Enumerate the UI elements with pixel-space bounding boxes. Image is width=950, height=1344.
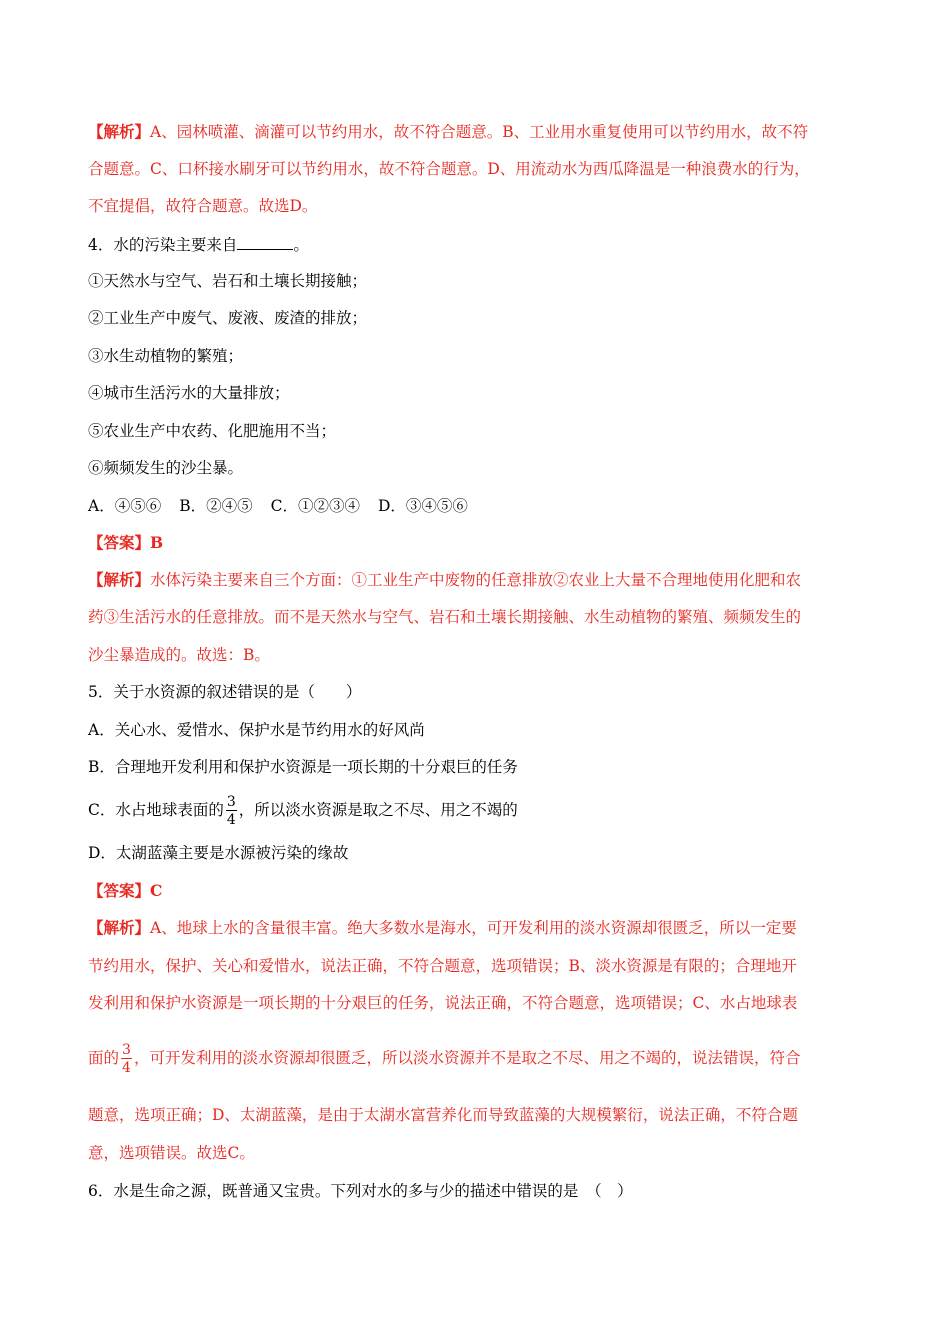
fraction-three-quarters: $\frac{3}{4}$ [226, 794, 236, 828]
q5-option-c: C．水占地球表面的 $\frac{3}{4}$ ，所以淡水资源是取之不尽、用之不竭的 [88, 794, 518, 828]
q3-analysis-line-2: 合题意。C、口杯接水刷牙可以节约用水，故不符合题意。D、用流动水为西瓜降温是一种浪费水的行为， [88, 160, 810, 178]
q3-analysis-line-1: 【解析】A、园林喷灌、滴灌可以节约用水，故不符合题意。B、工业用水重复使用可以节约用水，故不符 [88, 122, 809, 141]
q5-answer: 【答案】C [88, 881, 163, 900]
q4-item-6: ⑥频频发生的沙尘暴。 [88, 459, 244, 477]
q4-stem: 4．水的污染主要来自 。 [88, 233, 309, 255]
q5-analysis-line-3: 发利用和保护水资源是一项长期的十分艰巨的任务，说法正确，不符合题意，选项错误；C、水占地球表 [88, 994, 798, 1012]
q4-analysis-line-2: 药③生活污水的任意排放。而不是天然水与空气、岩石和土壤长期接触、水生动植物的繁殖、频频发生的 [88, 608, 802, 626]
q4-option-b: B．②④⑤ [179, 497, 253, 515]
q6-stem: 6．水是生命之源，既普通又宝贵。下列对水的多与少的描述中错误的是 （ ） [88, 1182, 633, 1200]
q5-analysis-line-4: 面的 $\frac{3}{4}$ ，可开发利用的淡水资源却很匮乏，所以淡水资源并不是取之不尽、用之不竭的，说法错误，符合 [88, 1042, 801, 1076]
q4-option-a: A．④⑤⑥ [88, 497, 162, 515]
q5-analysis-line-6: 意，选项错误。故选C。 [88, 1144, 255, 1162]
q4-analysis-label: 【解析】 [88, 570, 151, 589]
q4-item-2: ②工业生产中废气、废液、废渣的排放； [88, 309, 368, 327]
q4-option-d: D．③④⑤⑥ [377, 497, 468, 515]
q4-item-5: ⑤农业生产中农药、化肥施用不当； [88, 422, 337, 440]
q4-answer: 【答案】B [88, 533, 164, 552]
q5-analysis-line-1: 【解析】A、地球上水的含量很丰富。绝大多数水是海水，可开发利用的淡水资源却很匮乏，所以一定要 [88, 918, 797, 937]
q5-option-a: A．关心水、爱惜水、保护水是节约用水的好风尚 [88, 721, 425, 739]
q4-option-c: C．①②③④ [270, 497, 360, 515]
fraction-three-quarters: $\frac{3}{4}$ [122, 1042, 131, 1076]
q4-options [88, 496, 486, 516]
q5-analysis-line-5: 题意，选项正确；D、太湖蓝藻，是由于太湖水富营养化而导致蓝藻的大规模繁衍，说法正确，不符合题 [88, 1106, 798, 1124]
q5-analysis-line-2: 节约用水，保护、关心和爱惜水，说法正确，不符合题意，选项错误；B、淡水资源是有限的；合理地开 [88, 957, 797, 975]
q4-item-3: ③水生动植物的繁殖； [88, 347, 244, 365]
q4-item-1: ①天然水与空气、岩石和土壤长期接触； [88, 272, 368, 290]
q3-analysis-line-3: 不宜提倡，故符合题意。故选D。 [88, 197, 318, 215]
q4-analysis-line-1: 【解析】水体污染主要来自三个方面：①工业生产中废物的任意排放②农业上大量不合理地使用化肥和农 [88, 570, 802, 589]
q5-option-d: D．太湖蓝藻主要是水源被污染的缘故 [88, 844, 349, 862]
q5-option-b: B．合理地开发利用和保护水资源是一项长期的十分艰巨的任务 [88, 758, 518, 776]
q4-analysis-line-3: 沙尘暴造成的。故选：B。 [88, 646, 270, 664]
q5-analysis-label: 【解析】 [88, 918, 151, 937]
answer-blank [237, 233, 293, 250]
q5-stem: 5．关于水资源的叙述错误的是（ ） [88, 683, 362, 701]
q4-item-4: ④城市生活污水的大量排放； [88, 384, 290, 402]
q3-analysis-label: 【解析】 [88, 122, 151, 141]
